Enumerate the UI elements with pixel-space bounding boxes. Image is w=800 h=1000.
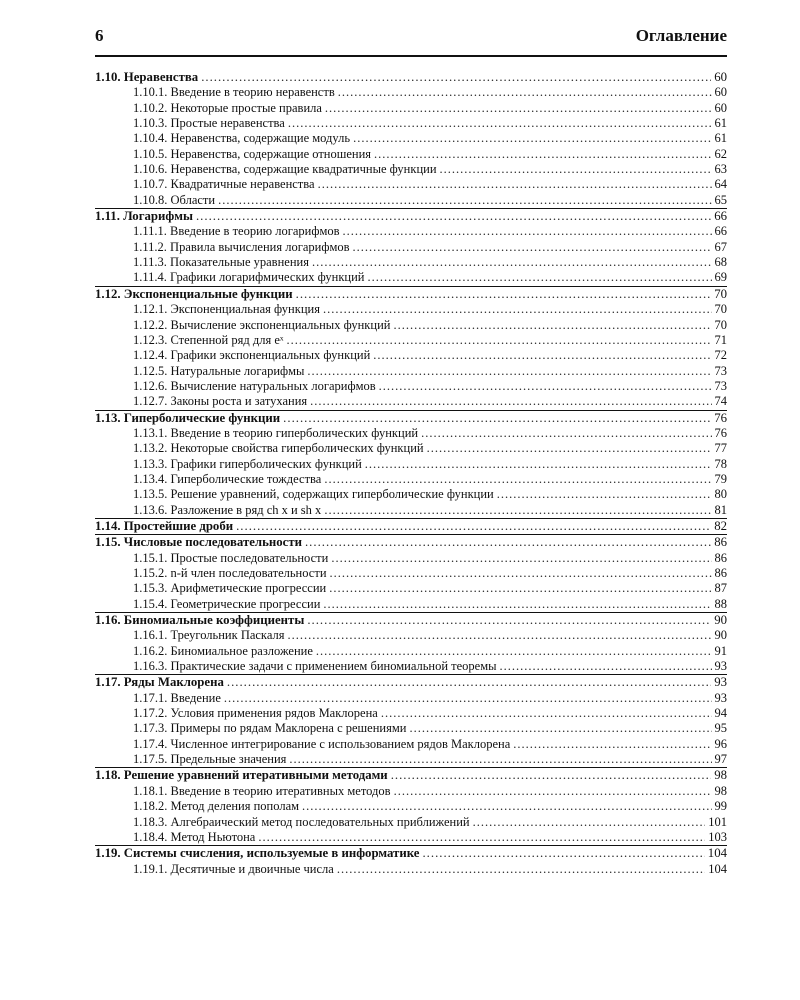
toc-subsection-entry[interactable]	[95, 270, 727, 285]
dot-leader	[283, 411, 711, 426]
toc-entry-page: 97	[714, 752, 727, 767]
dot-leader	[196, 209, 711, 224]
toc-entry-page: 76	[714, 425, 727, 440]
dot-leader	[367, 270, 711, 285]
running-title: Оглавление	[635, 26, 727, 45]
toc-entry-title: Решение уравнений, содержащих гиперболические функции	[170, 487, 494, 502]
toc-subsection-entry[interactable]	[95, 318, 727, 333]
toc-subsection-entry[interactable]	[95, 551, 727, 566]
toc-subsection-entry[interactable]	[95, 426, 727, 441]
toc-entry-page: 61	[714, 131, 727, 146]
toc-subsection-entry[interactable]	[95, 503, 727, 518]
toc-entry-number: 1.18.1.	[133, 783, 168, 798]
toc-entry-page: 77	[714, 441, 727, 456]
toc-entry-number: 1.12.6.	[133, 378, 168, 393]
toc-entry-title: Предельные значения	[170, 752, 287, 767]
toc-subsection-entry[interactable]	[95, 628, 727, 643]
toc-entry-title: Области	[170, 192, 216, 207]
toc-entry-title: Неравенства	[123, 70, 199, 84]
toc-subsection-entry[interactable]	[95, 147, 727, 162]
dot-leader	[393, 318, 711, 333]
toc-subsection-entry[interactable]	[95, 659, 727, 674]
toc-entry-number: 1.15.4.	[133, 596, 168, 611]
dot-leader	[422, 846, 704, 861]
toc-section-entry[interactable]	[95, 535, 727, 550]
toc-entry-page: 87	[714, 581, 727, 596]
toc-subsection-entry[interactable]	[95, 752, 727, 767]
toc-entry-page: 90	[714, 613, 727, 628]
toc-subsection-entry[interactable]	[95, 581, 727, 596]
toc-entry-page: 86	[714, 535, 727, 550]
toc-entry-title: Натуральные логарифмы	[170, 363, 305, 378]
toc-entry-page: 93	[714, 659, 727, 674]
toc-subsection-entry[interactable]	[95, 85, 727, 100]
toc-entry-page: 66	[714, 209, 727, 224]
toc-entry-number: 1.11.4.	[133, 270, 167, 285]
dot-leader	[288, 116, 712, 131]
toc-entry-number: 1.10.1.	[133, 85, 168, 100]
toc-entry-title: Гиперболические функции	[123, 410, 281, 425]
toc-entry-page: 60	[714, 70, 727, 84]
dot-leader	[374, 147, 711, 162]
toc-entry-page: 72	[714, 348, 727, 363]
toc-entry-number: 1.19.	[95, 846, 121, 861]
toc-entry-title: Десятичные и двоичные числа	[170, 861, 334, 876]
toc-entry-title: Численное интегрирование с использованием рядов Маклорена	[170, 736, 511, 751]
dot-leader	[440, 162, 712, 177]
toc-entry-number: 1.17.3.	[133, 721, 168, 736]
toc-section-entry[interactable]	[95, 675, 727, 690]
dot-leader	[227, 675, 711, 690]
dot-leader	[324, 472, 711, 487]
toc-entry-number: 1.10.	[95, 70, 121, 84]
toc-entry-title: Ряды Маклорена	[123, 675, 224, 690]
dot-leader	[318, 177, 712, 192]
toc-entry-page: 74	[714, 394, 727, 409]
toc-entry-page: 90	[714, 628, 727, 643]
toc-entry-page: 69	[714, 270, 727, 285]
toc-subsection-entry[interactable]	[95, 224, 727, 239]
dot-leader	[513, 737, 711, 752]
toc-entry-number: 1.10.6.	[133, 162, 168, 177]
toc-subsection-entry[interactable]	[95, 487, 727, 502]
toc-subsection-entry[interactable]	[95, 472, 727, 487]
toc-entry-title: Алгебраический метод последовательных приближений	[170, 814, 470, 829]
toc-subsection-entry[interactable]	[95, 116, 727, 131]
toc-entry-number: 1.15.2.	[133, 566, 168, 580]
dot-leader	[353, 131, 711, 146]
toc-entry-title: Метод деления пополам	[170, 799, 300, 814]
toc-entry-number: 1.15.	[95, 535, 121, 550]
toc-entry-number: 1.13.4.	[133, 471, 168, 486]
toc-entry-page: 91	[714, 643, 727, 658]
toc-entry-title: Графики экспоненциальных функций	[170, 348, 371, 363]
toc-entry-number: 1.18.4.	[133, 829, 168, 844]
toc-entry-title: Биномиальные коэффициенты	[123, 613, 305, 628]
toc-entry-page: 80	[714, 487, 727, 502]
toc-entry-number: 1.10.4.	[133, 131, 168, 146]
toc-subsection-entry[interactable]	[95, 379, 727, 394]
toc-entry-number: 1.18.	[95, 768, 121, 783]
toc-section-entry[interactable]	[95, 70, 727, 85]
dot-leader	[305, 535, 711, 550]
toc-subsection-entry[interactable]	[95, 799, 727, 814]
toc-entry-title: Числовые последовательности	[123, 535, 302, 550]
dot-leader	[286, 333, 711, 348]
dot-leader	[258, 830, 705, 845]
dot-leader	[307, 613, 711, 628]
toc-entry-page: 98	[714, 783, 727, 798]
toc-entry-title: Показательные уравнения	[170, 255, 309, 270]
dot-leader	[373, 348, 711, 363]
running-head	[95, 26, 727, 46]
dot-leader	[497, 487, 712, 502]
toc-entry-title: Логарифмы	[123, 209, 193, 224]
toc-entry-title: Правила вычисления логарифмов	[170, 239, 350, 254]
dot-leader	[365, 457, 712, 472]
toc-entry-page: 70	[714, 317, 727, 332]
toc-entry-number: 1.16.2.	[133, 643, 168, 658]
toc-entry-page: 68	[714, 255, 727, 270]
dot-leader	[329, 581, 711, 596]
toc-entry-number: 1.16.3.	[133, 659, 168, 674]
toc-subsection-entry[interactable]	[95, 815, 727, 830]
toc-entry-number: 1.15.1.	[133, 550, 168, 565]
dot-leader	[343, 224, 712, 239]
toc-entry-number: 1.11.1.	[133, 224, 167, 239]
toc-entry-number: 1.12.4.	[133, 348, 168, 363]
dot-leader	[323, 597, 711, 612]
toc-subsection-entry[interactable]	[95, 364, 727, 379]
toc-entry-number: 1.13.2.	[133, 441, 168, 456]
toc-entry-number: 1.14.	[95, 518, 121, 533]
toc-entry-number: 1.17.	[95, 675, 121, 690]
toc-entry-title: Квадратичные неравенства	[170, 177, 315, 192]
toc-subsection-entry[interactable]	[95, 348, 727, 363]
toc-subsection-entry[interactable]	[95, 193, 727, 208]
dot-leader	[218, 193, 711, 208]
toc-entry-number: 1.12.	[95, 286, 121, 301]
toc-entry-number: 1.13.6.	[133, 502, 168, 517]
toc-subsection-entry[interactable]	[95, 691, 727, 706]
toc-subsection-entry[interactable]	[95, 784, 727, 799]
toc-entry-number: 1.12.7.	[133, 394, 168, 409]
toc-subsection-entry[interactable]	[95, 441, 727, 456]
toc-entry-title: Введение в теорию гиперболических функций	[170, 425, 419, 440]
toc-subsection-entry[interactable]	[95, 177, 727, 192]
toc-entry-title: Арифметические прогрессии	[170, 581, 327, 596]
toc-entry-page: 65	[714, 192, 727, 207]
toc-entry-title: Разложение в ряд ch x и sh x	[170, 502, 322, 517]
dot-leader	[224, 691, 712, 706]
toc-entry-title: Условия применения рядов Маклорена	[170, 706, 378, 721]
toc-entry-title: n-й член последовательности	[170, 566, 327, 580]
toc-entry-title: Неравенства, содержащие отношения	[170, 146, 372, 161]
dot-leader	[201, 70, 711, 85]
toc-entry-page: 82	[714, 518, 727, 533]
toc-entry-page: 66	[714, 224, 727, 239]
toc-subsection-entry[interactable]	[95, 333, 727, 348]
page-number: 6	[95, 26, 104, 45]
toc-entry-title: Системы счисления, используемые в информатике	[123, 846, 420, 861]
toc-entry-page: 76	[714, 410, 727, 425]
dot-leader	[473, 815, 706, 830]
toc-entry-title: Простые неравенства	[170, 116, 285, 131]
toc-entry-title: Введение в теорию неравенств	[170, 85, 335, 100]
toc-subsection-entry[interactable]	[95, 131, 727, 146]
toc-subsection-entry[interactable]	[95, 737, 727, 752]
toc-entry-title: Решение уравнений итеративными методами	[123, 768, 388, 783]
dot-leader	[427, 441, 712, 456]
toc-entry-number: 1.11.2.	[133, 239, 167, 254]
dot-leader	[353, 240, 712, 255]
toc-entry-page: 88	[714, 596, 727, 611]
dot-leader	[316, 644, 712, 659]
toc-entry-number: 1.13.3.	[133, 456, 168, 471]
toc-entry-number: 1.10.5.	[133, 146, 168, 161]
toc-entry-number: 1.10.2.	[133, 100, 168, 115]
toc-entry-page: 67	[714, 239, 727, 254]
toc-subsection-entry[interactable]	[95, 240, 727, 255]
toc-entry-title: Вычисление экспоненциальных функций	[170, 317, 391, 332]
toc-entry-number: 1.13.	[95, 410, 121, 425]
dot-leader	[500, 659, 712, 674]
toc-entry-number: 1.13.5.	[133, 487, 168, 502]
dot-leader	[325, 101, 712, 116]
toc-entry-page: 61	[714, 116, 727, 131]
dot-leader	[302, 799, 711, 814]
toc-entry-page: 86	[714, 566, 727, 580]
toc-entry-page: 93	[714, 690, 727, 705]
toc-section-entry[interactable]	[95, 411, 727, 426]
toc-entry-title: Некоторые простые правила	[170, 100, 322, 115]
toc-entry-title: Степенной ряд для eˣ	[170, 332, 284, 347]
toc-entry-title: Треугольник Паскаля	[170, 628, 285, 643]
toc-entry-number: 1.12.2.	[133, 317, 168, 332]
toc-entry-page: 73	[714, 363, 727, 378]
toc-entry-number: 1.12.5.	[133, 363, 168, 378]
dot-leader	[337, 862, 705, 877]
header-rule	[95, 55, 727, 57]
toc-entry-number: 1.17.5.	[133, 752, 168, 767]
toc-entry-number: 1.17.1.	[133, 690, 168, 705]
toc-entry-page: 62	[714, 146, 727, 161]
toc-entry-title: Неравенства, содержащие квадратичные функции	[170, 162, 437, 177]
dot-leader	[421, 426, 711, 441]
toc-section-entry[interactable]	[95, 519, 727, 534]
toc-entry-number: 1.13.1.	[133, 425, 168, 440]
toc-subsection-entry[interactable]	[95, 101, 727, 116]
toc-entry-page: 73	[714, 378, 727, 393]
dot-leader	[289, 752, 711, 767]
toc-entry-page: 94	[714, 706, 727, 721]
toc-subsection-entry[interactable]	[95, 394, 727, 409]
toc-subsection-entry[interactable]	[95, 830, 727, 845]
table-of-contents	[95, 70, 727, 877]
toc-entry-title: Экспоненциальные функции	[123, 286, 293, 301]
dot-leader	[323, 302, 712, 317]
dot-leader	[312, 255, 712, 270]
toc-section-entry[interactable]	[95, 846, 727, 861]
toc-section-entry[interactable]	[95, 613, 727, 628]
toc-entry-number: 1.10.3.	[133, 116, 168, 131]
toc-entry-title: Простые последовательности	[170, 550, 329, 565]
toc-entry-title: Некоторые свойства гиперболических функций	[170, 441, 424, 456]
toc-entry-number: 1.19.1.	[133, 861, 168, 876]
dot-leader	[236, 519, 711, 534]
toc-entry-page: 70	[714, 302, 727, 317]
toc-entry-title: Гиперболические тождества	[170, 471, 322, 486]
toc-entry-title: Неравенства, содержащие модуль	[170, 131, 351, 146]
toc-entry-title: Экспоненциальная функция	[170, 302, 320, 317]
toc-entry-number: 1.18.3.	[133, 814, 168, 829]
toc-section-entry[interactable]	[95, 287, 727, 302]
toc-entry-title: Введение в теорию логарифмов	[170, 224, 340, 239]
toc-entry-page: 93	[714, 675, 727, 690]
toc-entry-title: Геометрические прогрессии	[170, 596, 321, 611]
dot-leader	[409, 721, 711, 736]
toc-entry-title: Вычисление натуральных логарифмов	[170, 378, 376, 393]
toc-entry-title: Практические задачи с применением биномиальной теоремы	[170, 659, 497, 674]
toc-entry-title: Биномиальное разложение	[170, 643, 313, 658]
toc-subsection-entry[interactable]	[95, 302, 727, 317]
toc-entry-title: Простейшие дроби	[123, 518, 234, 533]
dot-leader	[338, 85, 712, 100]
toc-subsection-entry[interactable]	[95, 862, 727, 877]
toc-entry-number: 1.12.3.	[133, 332, 168, 347]
dot-leader	[330, 566, 712, 581]
toc-entry-number: 1.16.1.	[133, 628, 168, 643]
toc-entry-number: 1.12.1.	[133, 302, 168, 317]
toc-entry-page: 99	[714, 799, 727, 814]
dot-leader	[379, 379, 712, 394]
toc-entry-page: 63	[714, 162, 727, 177]
toc-entry-page: 64	[714, 177, 727, 192]
toc-entry-page: 103	[708, 829, 727, 844]
dot-leader	[324, 503, 711, 518]
toc-entry-title: Метод Ньютона	[170, 829, 256, 844]
toc-section-entry[interactable]	[95, 768, 727, 783]
toc-entry-page: 96	[714, 736, 727, 751]
toc-entry-number: 1.16.	[95, 613, 121, 628]
toc-entry-title: Примеры по рядам Маклорена с решениями	[170, 721, 407, 736]
toc-entry-page: 95	[714, 721, 727, 736]
dot-leader	[391, 768, 712, 783]
toc-entry-number: 1.18.2.	[133, 799, 168, 814]
toc-entry-number: 1.15.3.	[133, 581, 168, 596]
toc-subsection-entry[interactable]	[95, 721, 727, 736]
toc-entry-number: 1.17.2.	[133, 706, 168, 721]
toc-entry-number: 1.17.4.	[133, 736, 168, 751]
toc-subsection-entry[interactable]	[95, 597, 727, 612]
toc-subsection-entry[interactable]	[95, 457, 727, 472]
toc-entry-page: 81	[714, 502, 727, 517]
dot-leader	[331, 551, 711, 566]
toc-section-entry[interactable]	[95, 209, 727, 224]
toc-subsection-entry[interactable]	[95, 706, 727, 721]
toc-entry-page: 101	[708, 814, 727, 829]
toc-entry-page: 98	[714, 768, 727, 783]
toc-entry-title: Графики логарифмических функций	[170, 270, 365, 285]
toc-subsection-entry[interactable]	[95, 566, 727, 581]
dot-leader	[287, 628, 711, 643]
toc-entry-title: Законы роста и затухания	[170, 394, 308, 409]
toc-entry-page: 71	[714, 332, 727, 347]
toc-entry-title: Графики гиперболических функций	[170, 456, 362, 471]
toc-entry-title: Введение в теорию итеративных методов	[170, 783, 391, 798]
toc-entry-page: 86	[714, 550, 727, 565]
dot-leader	[296, 287, 712, 302]
dot-leader	[381, 706, 712, 721]
toc-entry-page: 104	[707, 846, 727, 861]
dot-leader	[307, 364, 711, 379]
toc-entry-page: 79	[714, 471, 727, 486]
toc-entry-page: 60	[714, 100, 727, 115]
toc-entry-number: 1.11.3.	[133, 255, 167, 270]
toc-entry-number: 1.11.	[95, 209, 120, 224]
toc-entry-number: 1.10.7.	[133, 177, 168, 192]
toc-entry-page: 60	[714, 85, 727, 100]
toc-subsection-entry[interactable]	[95, 644, 727, 659]
toc-entry-number: 1.10.8.	[133, 192, 168, 207]
toc-subsection-entry[interactable]	[95, 255, 727, 270]
toc-entry-page: 70	[714, 286, 727, 301]
dot-leader	[310, 394, 711, 409]
dot-leader	[394, 784, 712, 799]
toc-subsection-entry[interactable]	[95, 162, 727, 177]
toc-entry-page: 78	[714, 456, 727, 471]
toc-entry-title: Введение	[170, 690, 221, 705]
toc-entry-page: 104	[708, 861, 727, 876]
